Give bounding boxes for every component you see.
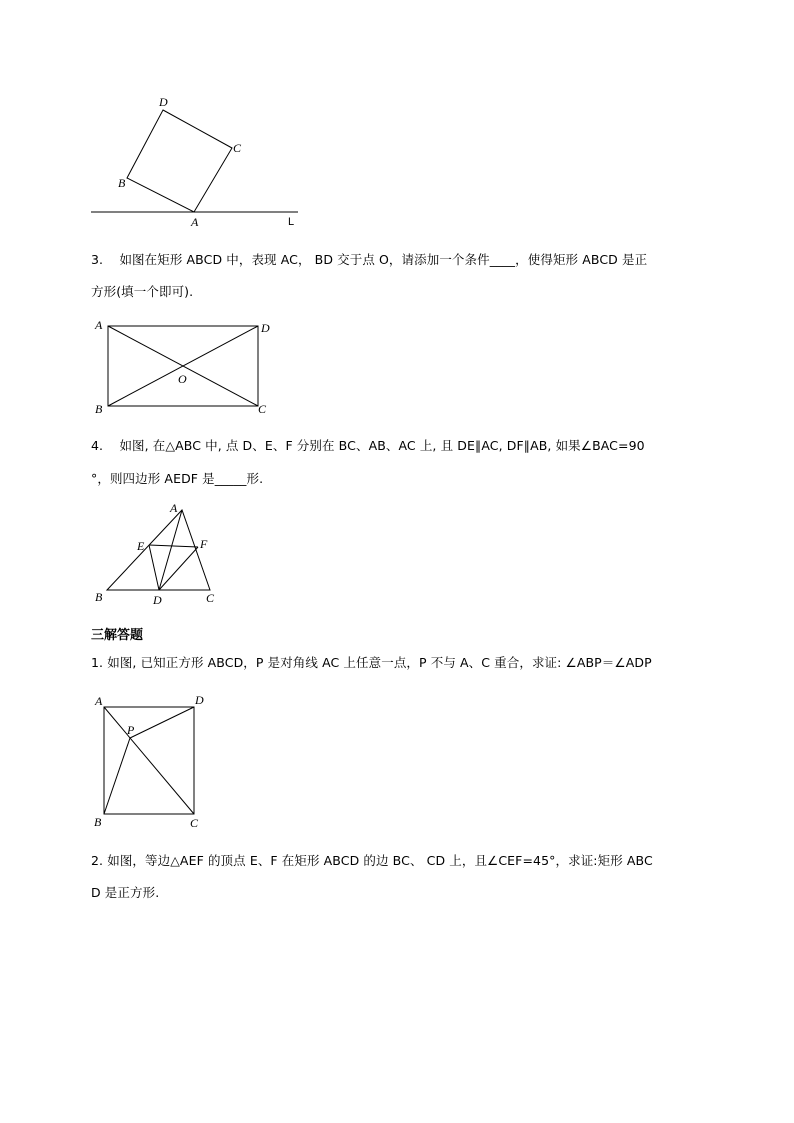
p1-line — [91, 655, 709, 671]
q4-line-2 — [91, 471, 709, 487]
figure-square-point-p — [90, 690, 220, 832]
label-c: C — [206, 591, 215, 605]
label-a: A — [95, 318, 103, 332]
q3-number: 3. — [91, 252, 104, 267]
q4-text-b: 形. — [246, 471, 264, 486]
q4-text: 如图, 在△ABC 中, 点 D、E、F 分别在 BC、AB、AC 上, 且 DE∥AC, DF∥AB, 如果∠BAC=90 — [119, 438, 645, 453]
label-d: D — [195, 693, 204, 707]
diagonal-ac — [104, 707, 194, 814]
p1-text: 如图, 已知正方形 ABCD，P 是对角线 AC 上任意一点，P 不与 A、C 重合，求证: ∠ABP＝∠ADP — [107, 655, 652, 670]
section-heading: 三解答题 — [91, 628, 144, 643]
square-abcd — [127, 110, 232, 212]
segment-bp — [104, 738, 130, 814]
label-b: B — [95, 590, 103, 604]
p2-number: 2. — [91, 853, 104, 868]
segment-ef — [149, 545, 198, 547]
triangle-abc — [107, 510, 210, 590]
q4-line-1 — [91, 438, 709, 454]
label-c: C — [190, 816, 199, 830]
label-d: D — [153, 593, 162, 607]
segment-ed — [149, 545, 159, 590]
p2-line-2: D 是正方形. — [91, 885, 160, 900]
label-a: A — [95, 694, 103, 708]
label-l: L — [288, 216, 295, 228]
figure-rectangle-diagonals — [90, 315, 280, 420]
segment-pd — [130, 707, 194, 738]
label-e: E — [137, 539, 145, 553]
label-o: O — [178, 372, 187, 386]
label-c: C — [233, 141, 242, 155]
figure-tilted-square — [85, 92, 315, 232]
label-b: B — [95, 402, 103, 416]
label-f: F — [200, 537, 208, 551]
label-b: B — [94, 815, 102, 829]
label-d: D — [159, 95, 168, 109]
p2-text: 如图，等边△AEF 的顶点 E、F 在矩形 ABCD 的边 BC、 CD 上，且∠CEF=45°，求证:矩形 ABC — [107, 853, 653, 868]
q3-text-a: 如图在矩形 ABCD 中，表现 AC， BD 交于点 O，请添加一个条件 — [119, 252, 490, 267]
q4-blank: _____ — [214, 471, 247, 486]
p1-number: 1. — [91, 655, 104, 670]
q3-blank: ____ — [489, 252, 516, 267]
label-d: D — [261, 321, 270, 335]
label-a: A — [170, 501, 178, 515]
label-a: A — [191, 215, 199, 229]
q4-text-a: °，则四边形 AEDF 是 — [91, 471, 215, 486]
q3-line-1 — [91, 252, 709, 268]
figure-triangle-aedf — [90, 500, 230, 610]
label-p: P — [127, 723, 135, 737]
q4-number: 4. — [91, 438, 104, 453]
label-b: B — [118, 176, 126, 190]
q3-line-2: 方形(填一个即可). — [91, 284, 194, 299]
q3-text-b: ，使得矩形 ABCD 是正 — [515, 252, 648, 267]
p2-line-1 — [91, 853, 709, 869]
label-c: C — [258, 402, 267, 416]
